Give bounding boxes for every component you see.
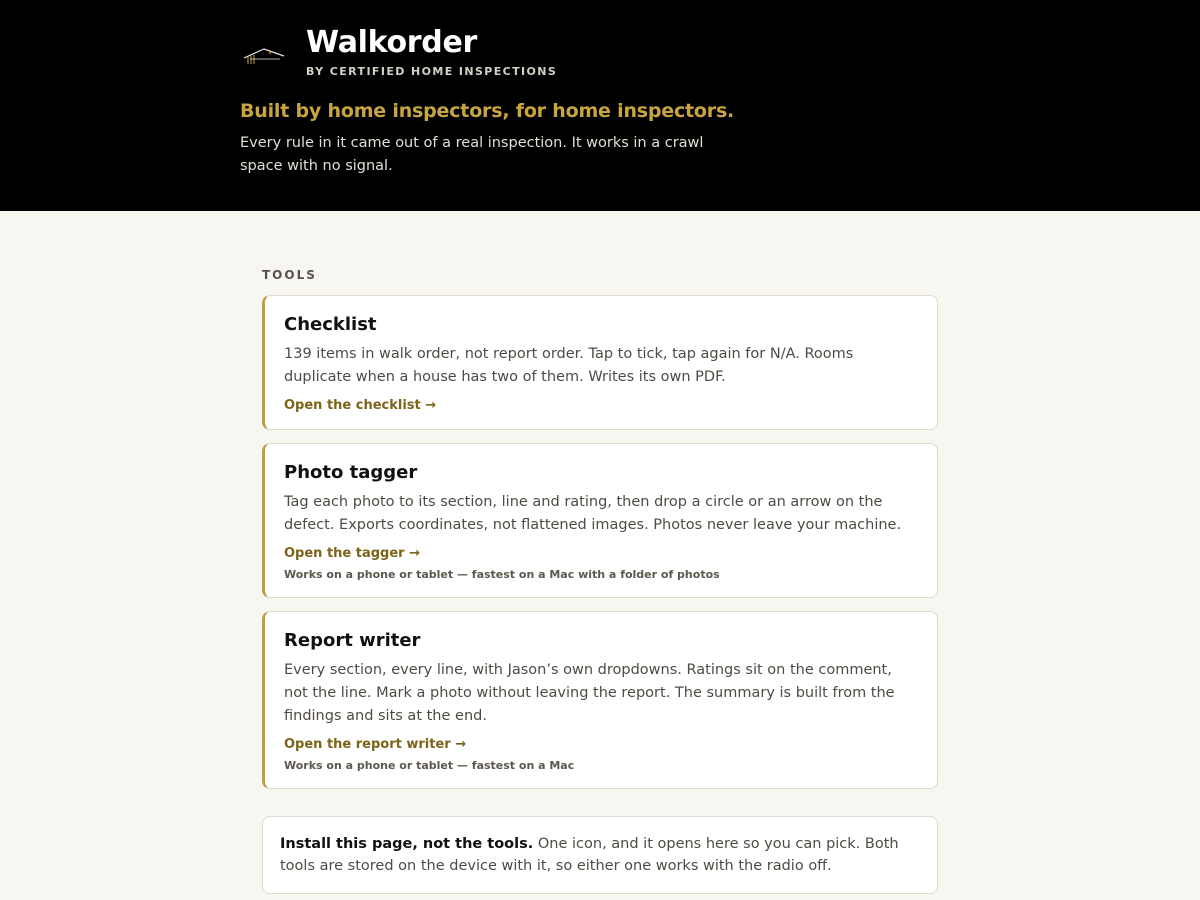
intro-text: Every rule in it came out of a real inspection. It works in a crawl space with no signal. — [240, 135, 704, 174]
card-title: Checklist — [284, 314, 377, 335]
app-title: Walkorder — [306, 25, 478, 60]
card-note: Works on a phone or tablet — fastest on a Mac — [284, 759, 575, 772]
tools-section — [262, 268, 938, 894]
header-inner — [240, 24, 960, 178]
tool-card-checklist — [262, 295, 938, 430]
open-tagger-link[interactable]: Open the tagger → — [284, 546, 421, 561]
card-description: 139 items in walk order, not report order. Tap to tick, tap again for N/A. Rooms duplicate when a house has two of them. Writes its own PDF. — [284, 346, 854, 385]
card-description: Tag each photo to its section, line and rating, then drop a circle or an arrow on the defect. Exports coordinates, not flattened images. Photos never leave your machine. — [284, 494, 902, 533]
house-roof-icon — [240, 36, 288, 72]
tool-card-photo-tagger — [262, 443, 938, 598]
tagline: Built by home inspectors, for home inspectors. — [240, 100, 735, 122]
site-header — [0, 0, 1200, 211]
brand — [240, 24, 960, 78]
install-text: One icon, and it opens here so you can pick. Both tools are stored on the device with it, so either one works with the radio off. — [280, 836, 899, 874]
brand-text — [306, 24, 557, 78]
open-report-writer-link[interactable]: Open the report writer → — [284, 737, 467, 752]
card-description: Every section, every line, with Jason’s own dropdowns. Ratings sit on the comment, not the line. Mark a photo without leaving the report. The summary is built from the findings and sits at the end. — [284, 662, 895, 724]
section-label: TOOLS — [262, 268, 317, 282]
card-title: Report writer — [284, 630, 421, 651]
install-lead: Install this page, not the tools. — [280, 836, 534, 852]
card-title: Photo tagger — [284, 462, 418, 483]
card-note: Works on a phone or tablet — fastest on a Mac with a folder of photos — [284, 568, 720, 581]
open-checklist-link[interactable]: Open the checklist → — [284, 398, 437, 413]
app-subtitle: BY CERTIFIED HOME INSPECTIONS — [306, 65, 558, 78]
install-notice — [262, 816, 938, 894]
tool-card-report-writer — [262, 611, 938, 789]
